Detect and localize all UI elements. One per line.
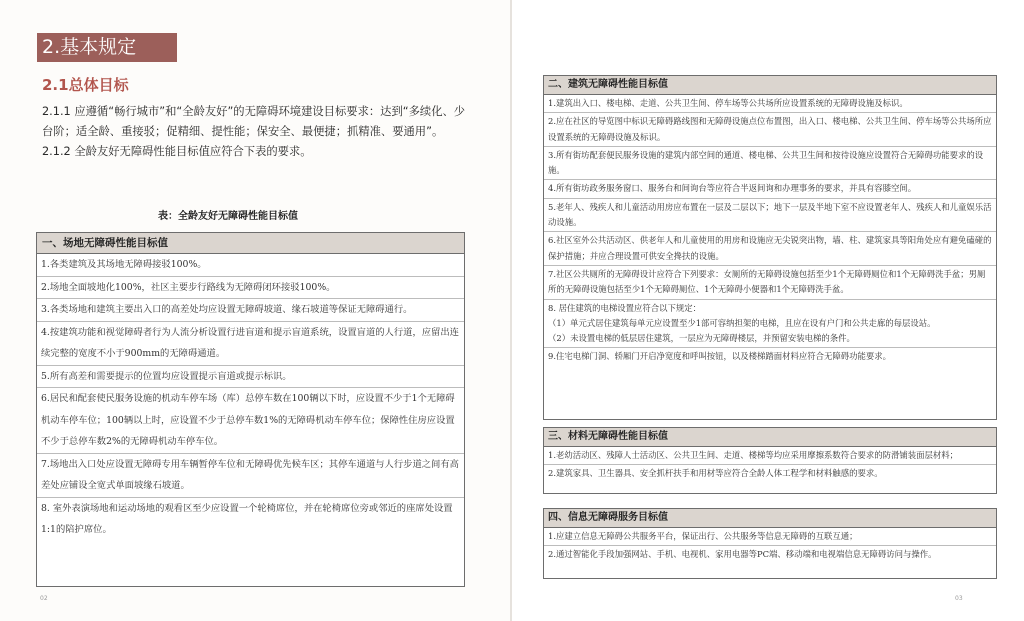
table-row: 2.建筑家具、卫生器具、安全抓杆扶手和用材等应符合全龄人体工程学和材料触感的要求。 — [548, 468, 883, 479]
table-row: 7.场地出入口处应设置无障碍专用车辆暂停车位和无障碍优先候车区；其停车通道与人行步道之间有高差处应铺设全宽式单面坡缘石坡道。 — [37, 454, 464, 498]
material-goals-table — [543, 427, 997, 494]
table-row: 1.老幼活动区、残障人士活动区、公共卫生间、走道、楼梯等均应采用摩擦系数符合要求的防滑铺装面层材料； — [544, 447, 996, 465]
table-row: 5.老年人、残疾人和儿童活动用房应布置在一层及二层以下；地下一层及半地下室不应设置老年人、残疾人和儿童娱乐活动设施。 — [544, 199, 996, 233]
table-row: 3.各类场地和建筑主要出入口的高差处均应设置无障碍坡道、缘石坡道等保证无障碍通行。 — [37, 299, 464, 322]
section-header: 2.基本规定 — [37, 33, 177, 62]
intro-paragraph: 2.1.2 全龄友好无障碍性能目标值应符合下表的要求。 — [42, 145, 312, 158]
table-header: 三、材料无障碍性能目标值 — [544, 428, 996, 447]
table-header: 四、信息无障碍服务目标值 — [544, 509, 996, 528]
table-row: 6.居民和配套使民服务设施的机动车停车场（库）总停车数在100辆以下时，应设置不少于1个无障碍机动车停车位；100辆以上时，应设置不少于总停车数1%的无障碍机动车停车位；保障性住房应设置不少于总停车数2%的无障碍机动车停车位。 — [37, 388, 464, 454]
table-caption: 表：全龄友好无障碍性能目标值 — [158, 211, 298, 222]
page-number: 02 — [40, 595, 48, 602]
building-goals-table — [543, 75, 997, 420]
page-number: 03 — [955, 595, 963, 602]
table-row: 8. 居住建筑的电梯设置应符合以下规定： （1）单元式居住建筑每单元应设置至少1部可容纳担架的电梯，且应在设有户门和公共走廊的每层设站。 （2）未设置电梯的低层居住建筑，一层应为无障碍楼层，并预留安装电梯的条件。 — [544, 300, 996, 349]
table-row: 4.所有街坊政务服务窗口、服务台和间询台等应符合半返间询和办理事务的要求，并具有容膝空间。 — [544, 180, 996, 198]
subsection-title: 2.1总体目标 — [42, 76, 129, 94]
table-row: 2.通过智能化手段加强网站、手机、电视机、家用电器等PC端、移动端和电视端信息无障碍访问与操作。 — [548, 549, 937, 560]
table-row: 9.住宅电梯门洞、轿厢门开启净宽度和呼叫按钮，以及楼梯踏面材料应符合无障碍功能要求。 — [548, 351, 891, 362]
table-row: 1.应建立信息无障碍公共服务平台，保证出行、公共服务等信息无障碍的互联互通； — [544, 528, 996, 546]
table-header: 一、场地无障碍性能目标值 — [37, 233, 464, 254]
table-row: 3.所有街坊配套便民服务设施的建筑内部空间的通道、楼电梯、公共卫生间和按待设施应设置符合无障碍功能要求的设施。 — [544, 147, 996, 181]
table-row: 2.场地全面坡地化100%，社区主要步行路线为无障碍闭环接驳100%。 — [37, 277, 464, 300]
table-row: 1.各类建筑及其场地无障碍接驳100%。 — [37, 254, 464, 277]
table-row: 4.按建筑功能和视觉障碍者行为人流分析设置行进盲道和提示盲道系统，设置盲道的人行道，应留出连续完整的宽度不小于900mm的无障碍通道。 — [37, 322, 464, 366]
information-goals-table — [543, 508, 997, 579]
table-row: 7.社区公共厕所的无障碍设计应符合下列要求：女厕所的无障碍设施包括至少1个无障碍厕位和1个无障碍洗手盆；男厕所的无障碍设施包括至少1个无障碍厕位、1个无障碍小便器和1个无障碍洗手盆。 — [544, 266, 996, 300]
table-row: 5.所有高差和需要提示的位置均应设置提示盲道或提示标识。 — [37, 366, 464, 389]
table-row: 2.应在社区的导览图中标识无障碍路线图和无障碍设施点位布置图，出入口、楼电梯、公共卫生间、停车场等公共场所应设置系统的无障碍设施及标识。 — [544, 113, 996, 147]
table-row: 1.建筑出入口、楼电梯、走道、公共卫生间、停车场等公共场所应设置系统的无障碍设施及标识。 — [544, 95, 996, 113]
table-row: 8. 室外表演场地和运动场地的观看区至少应设置一个轮椅席位，并在轮椅席位旁或邻近的座席处设置1:1的陪护席位。 — [41, 502, 453, 535]
table-row: 6.社区室外公共活动区、供老年人和儿童使用的用房和设施应无尖锐突出物，墙、柱、建筑家具等阳角处应有避免磕碰的保护措施；并应合理设置可供安全搀扶的设施。 — [544, 232, 996, 266]
site-goals-table — [36, 232, 465, 587]
table-header: 二、建筑无障碍性能目标值 — [544, 76, 996, 95]
intro-paragraph: 2.1.1 应遵循“畅行城市”和“全龄友好”的无障碍环境建设目标要求：达到“多续化、少台阶；适全龄、重接驳；促精细、提性能；保安全、最便捷；抓精准、要通用”。 — [42, 105, 466, 138]
intro-text — [42, 102, 474, 162]
